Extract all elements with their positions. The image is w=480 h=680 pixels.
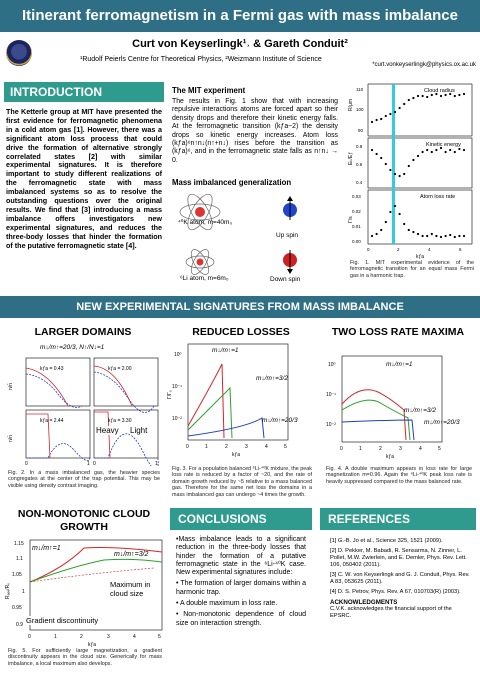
fig1-marker <box>463 93 465 95</box>
fig3-xlabel: kƒa <box>232 452 241 458</box>
fig3-loss-plot <box>166 340 316 466</box>
fig1-xtick: 2 <box>397 247 400 252</box>
fig1-caption: Fig. 1. MIT experimental evidence of the ferromagnetic transition for an equal mass Fermi gas in a harmonic trap. <box>350 260 474 279</box>
fig1-marker <box>380 229 382 231</box>
fig3-curve-label: m↓/m↑=20/3 <box>262 417 298 424</box>
fig1-marker <box>449 234 451 236</box>
fig1-label-radius: Cloud radius <box>424 88 455 94</box>
fig1-marker <box>426 96 428 98</box>
fig1-marker <box>389 113 391 115</box>
fig4-xtick: 2 <box>379 446 382 452</box>
fig1-marker <box>431 94 433 96</box>
fig1-marker <box>435 235 437 237</box>
fig1-marker <box>440 236 442 238</box>
poster-title: Itinerant ferromagnetism in a Fermi gas with mass imbalance <box>0 0 480 32</box>
fig1-mit-plot <box>346 82 476 280</box>
fig1-marker <box>371 149 373 151</box>
fig1-marker <box>463 235 465 237</box>
fig1-xtick: 0 <box>367 247 370 252</box>
fig4-caption: Fig. 4. A double maximum appears in loss rate for large magnetization m=0.96. Again the ⁶Li-⁴⁰K peak loss rate is heavily suppressed compared to the mass balanced rate. <box>326 466 472 485</box>
fig5-xtick: 1 <box>54 634 57 640</box>
fig2-xtick: 1 <box>87 461 90 466</box>
two-loss-maxima-heading: TWO LOSS RATE MAXIMA <box>331 326 465 338</box>
signatures-heading: NEW EXPERIMENTAL SIGNATURES FROM MASS IMBALANCE <box>0 296 480 318</box>
fig1-marker <box>422 235 424 237</box>
fig1-ytick: 90 <box>358 128 364 133</box>
fig4-ytick: 10⁻¹ <box>326 392 336 398</box>
fig1-ytick: 110 <box>356 87 364 92</box>
fig1-label-kinetic: Kinetic energy <box>426 142 461 148</box>
fig2-xtick: 0 <box>25 461 28 466</box>
fig1-label-loss: Atom loss rate <box>420 194 456 200</box>
li-atom-icon <box>186 247 214 277</box>
fig1-marker <box>408 99 410 101</box>
fig1-marker <box>385 163 387 165</box>
fig1-marker <box>445 235 447 237</box>
conclusion-intro: •Mass imbalance leads to a significant reduction in the three-body losses that hinder the formation of a putative ferromagnetic state in the ⁶Li-⁴⁰K case. New experimental signatures include: <box>176 536 306 577</box>
fig1-marker <box>422 151 424 153</box>
fig3-curve-label: m↓/m↑=1 <box>212 347 239 354</box>
cloud-growth-heading: NON-MONOTONIC CLOUD GROWTH <box>17 508 151 533</box>
fig1-marker <box>426 149 428 151</box>
fig3-caption: Fig. 3. For a population balanced ⁶Li-⁴⁰K mixture, the peak loss rate is reduced by a factor of ~20, and the rate of domain growth reduced by ~5 relative to a mass balanced gas. Therefore for the same net loss the domains in a mass imbalanced gas can undergo ~4 times the growth. <box>172 466 312 498</box>
mit-heading: The MIT experiment <box>172 86 246 95</box>
fig5-ytick: 1.15 <box>14 541 24 547</box>
fig1-marker <box>458 94 460 96</box>
fig5-xlabel: kƒa <box>88 642 97 648</box>
fig1-ylabel-bot: Γ/s <box>348 216 354 223</box>
fig5-xtick: 3 <box>107 634 110 640</box>
fig1-ytick: 0.4 <box>356 180 363 185</box>
fig5-xtick: 0 <box>28 634 31 640</box>
fig1-marker <box>385 221 387 223</box>
conclusion-bullet: • The formation of larger domains within a harmonic trap. <box>176 580 306 596</box>
fig1-marker <box>371 235 373 237</box>
fig5-ytick: 1.1 <box>16 556 23 562</box>
fig5-ylabel: Rₐₑₑ/R₀ <box>5 582 11 599</box>
conclusions-heading: CONCLUSIONS <box>170 508 312 530</box>
fig1-marker <box>394 205 396 207</box>
fig1-marker <box>454 95 456 97</box>
fig1-marker <box>458 148 460 150</box>
fig1-marker <box>371 121 373 123</box>
fig1-marker <box>445 151 447 153</box>
intro-heading: INTRODUCTION <box>4 82 164 102</box>
fig5-xtick: 4 <box>133 634 136 640</box>
fig1-marker <box>431 233 433 235</box>
fig3-xtick: 0 <box>186 444 189 450</box>
fig1-ytick: 0.02 <box>352 209 361 214</box>
fig1-marker <box>403 173 405 175</box>
fig1-marker <box>408 165 410 167</box>
fig5-caption: Fig. 5. For sufficiently large magnetization, a gradient discontinuity appears in the cloud size. Generically for mass imbalance, a local maximum also develops. <box>8 648 162 667</box>
fig2-panel-label: kƒa = 2.00 <box>108 366 132 372</box>
intro-text: The Ketterle group at MIT have presented the first evidence for ferromagnetic phenomena in a cold atom gas [1]. However, there was a significant atom loss process that could drive the formation of alternative strongly correlated states [2] with similar experimental signatures. It is therefore important to study different realizations of the ferromagnetic state with mass imbalanced systems so as to resolve the outstanding questions over the original results. We find that [3] introducing a mass imbalance offers investigators new experimental signatures, and reduces the three-body losses that hinder the formation of the putative ferromagnetic state [4]. <box>6 107 162 250</box>
fig2-ylabel: n/n̄ <box>8 435 14 442</box>
fig3-ytick: 10⁻² <box>172 416 182 422</box>
contact-email: *curt.vonkeyserlingk@physics.ox.ac.uk <box>372 62 476 68</box>
fig5-ytick: 0.9 <box>16 622 23 628</box>
fig1-marker <box>412 97 414 99</box>
heavy-label: Heavy <box>96 426 119 435</box>
fig2-xtick: 0 <box>93 461 96 466</box>
fig1-xtick: 4 <box>428 247 431 252</box>
reference-item: [1] G.-B. Jo et al., Science 325, 1521 (2009). <box>330 538 443 544</box>
fig4-xtick: 1 <box>359 446 362 452</box>
fig1-marker <box>445 94 447 96</box>
fig2-panel-label: kƒa = 3.30 <box>108 418 132 424</box>
fig2-caption: Fig. 2. In a mass imbalanced gas, the heavier species congregates at the center of the trap potential. This may be visible using density contrast imaging. <box>8 470 160 489</box>
conclusion-bullet: • Non-monotonic dependence of cloud size on interaction strength. <box>176 611 306 627</box>
fig1-ytick: 0.03 <box>352 194 361 199</box>
fig1-marker <box>385 115 387 117</box>
larger-domains-heading: LARGER DOMAINS <box>34 326 132 338</box>
reference-item: [4] D. S. Petrov, Phys. Rev. A 67, 010703(R) (2003). <box>330 589 461 595</box>
fig2-ylabel: n/n̄ <box>8 383 14 390</box>
fig1-marker <box>426 235 428 237</box>
k-atom-icon <box>180 191 220 234</box>
fig1-marker <box>454 236 456 238</box>
fig1-marker <box>376 119 378 121</box>
fig5-xtick: 2 <box>80 634 83 640</box>
mit-text: The results in Fig. 1 show that with increasing repulsive interactions atoms are forced apart so their density drops and therefore their kinetic energy falls. At the ferromagnetic transition (kƒa~2) the density drops so kinetic energy increases. Atom loss (kƒa)⁶n↑n↓(n↑+n↓) rises before the transition as (kƒa)⁶, and in the ferromagnetic state falls as n↑n↓ → 0. <box>172 98 338 164</box>
fig1-marker <box>435 149 437 151</box>
light-label: Light <box>130 426 148 435</box>
fig1-marker <box>399 107 401 109</box>
fig3-xtick: 3 <box>245 444 248 450</box>
fig1-marker <box>449 149 451 151</box>
fig1-marker <box>463 149 465 151</box>
fig3-ytick: 10⁰ <box>174 352 182 358</box>
fig1-marker <box>376 233 378 235</box>
fig1-marker <box>403 223 405 225</box>
affiliation: ¹Rudolf Peierls Centre for Theoretical Physics, ²Weizmann Institute of Science <box>80 56 322 63</box>
fig1-marker <box>399 213 401 215</box>
fig2-xtick: 1 <box>155 461 158 466</box>
fig1-xtick: 6 <box>459 247 462 252</box>
fig3-xtick: 5 <box>284 444 287 450</box>
fig1-marker <box>412 231 414 233</box>
fig1-marker <box>412 159 414 161</box>
fig1-ytick: 0.00 <box>352 239 361 244</box>
references-list <box>330 538 470 623</box>
reference-item: [2] D. Pekker, M. Babadi, R. Sensarma, N. Zinner, L. Pollet, M.W. Zwierlein, and E. Demler, Phys. Rev. Lett. 106, 050402 (2011). <box>330 548 467 568</box>
mass-imbalance-heading: Mass imbalanced generalization <box>172 178 292 187</box>
ack-heading: ACKNOWLEDGMENTS <box>330 599 398 606</box>
fig4-xtick: 0 <box>340 446 343 452</box>
fig1-marker <box>417 155 419 157</box>
fig1-marker <box>389 169 391 171</box>
fig5-ytick: 1.05 <box>12 572 22 578</box>
fig1-ytick: 0.8 <box>356 144 363 149</box>
fig1-marker <box>399 175 401 177</box>
fig2-panel-label: kƒa = 0.43 <box>40 366 64 372</box>
fig3-xtick: 4 <box>265 444 268 450</box>
fig1-marker <box>403 103 405 105</box>
fig1-marker <box>394 173 396 175</box>
fig3-ylabel: Γ/Γ₀ <box>167 390 173 399</box>
fig3-curve-label: m↓/m↑=3/2 <box>256 375 288 382</box>
down-spin-label: Down spin <box>270 276 301 283</box>
fig1-marker <box>440 95 442 97</box>
conclusions-text <box>176 536 306 628</box>
conclusion-bullet: • A double maximum in loss rate. <box>176 600 278 608</box>
fig5-xtick: 5 <box>158 634 161 640</box>
fig1-ylabel-top: R/μm <box>348 98 354 111</box>
fig4-xtick: 5 <box>438 446 441 452</box>
fig1-xlabel: kƒa <box>416 254 425 260</box>
fig4-curve-label: m↓/m↑=3/2 <box>404 407 436 414</box>
fig4-curve-label: m↓/m↑=20/3 <box>424 419 460 426</box>
fig4-curve-label: m↓/m↑=1 <box>386 361 413 368</box>
fig1-ytick: 0.01 <box>352 224 361 229</box>
fig1-ytick: 100 <box>356 107 364 112</box>
fig1-marker <box>431 151 433 153</box>
fig1-marker <box>380 118 382 120</box>
gradient-discontinuity-label: Gradient discontinuity <box>26 616 99 625</box>
fig1-ytick: 0.6 <box>356 162 363 167</box>
fig4-ytick: 10⁰ <box>328 362 336 368</box>
up-spin-label: Up spin <box>276 232 299 239</box>
fig3-xtick: 2 <box>225 444 228 450</box>
fig4-double-max-plot <box>320 352 478 464</box>
up-spin-icon <box>283 196 297 220</box>
fig5-ytick: 1 <box>22 589 25 595</box>
fig2-domain-plot <box>4 354 164 466</box>
fig1-marker <box>394 111 396 113</box>
max-cloud-label: Maximum in cloud size <box>110 580 156 598</box>
larger-domains-subtitle: m↓/m↑=20/3, N↑/N↓=1 <box>40 344 105 351</box>
fig1-marker <box>417 233 419 235</box>
fig5-curve-label: m↓/m↑=1 <box>32 545 61 552</box>
fig4-ytick: 10⁻² <box>326 422 336 428</box>
fig1-marker <box>389 211 391 213</box>
ack-text: C.V.K. acknowledges the financial support of the EPSRC. <box>330 606 452 619</box>
down-spin-icon <box>283 250 297 274</box>
authors: Curt von Keyserlingk¹˒ & Gareth Conduit² <box>132 38 348 50</box>
fig1-marker <box>380 157 382 159</box>
fig3-ytick: 10⁻¹ <box>172 384 182 390</box>
fig1-marker <box>408 229 410 231</box>
k-atom-label: ⁴⁰K atom, m=40m₀ <box>178 219 233 226</box>
reference-item: [3] C. W. von Keyserlingk and G. J. Conduit, Phys. Rev. A 83, 053625 (2011). <box>330 572 470 585</box>
fig5-ytick: 0.95 <box>12 605 22 611</box>
fig1-ylabel-mid: Eₖ/Eƒ <box>348 152 354 165</box>
fig2-panel-label: kƒa = 2.44 <box>40 418 64 424</box>
fig1-marker <box>458 235 460 237</box>
reduced-losses-heading: REDUCED LOSSES <box>192 326 290 338</box>
fig1-marker <box>454 151 456 153</box>
li-atom-label: ⁶Li atom, m=6m₀ <box>180 275 229 282</box>
fig5-curve-label: m↓/m↑=3/2 <box>114 551 149 558</box>
fig3-xtick: 1 <box>205 444 208 450</box>
fig4-xlabel: kƒa <box>386 454 395 460</box>
fig4-xtick: 4 <box>419 446 422 452</box>
references-heading: REFERENCES <box>320 508 476 530</box>
fig1-marker <box>422 95 424 97</box>
fig4-xtick: 3 <box>399 446 402 452</box>
fig1-marker <box>376 153 378 155</box>
fig1-marker <box>417 95 419 97</box>
